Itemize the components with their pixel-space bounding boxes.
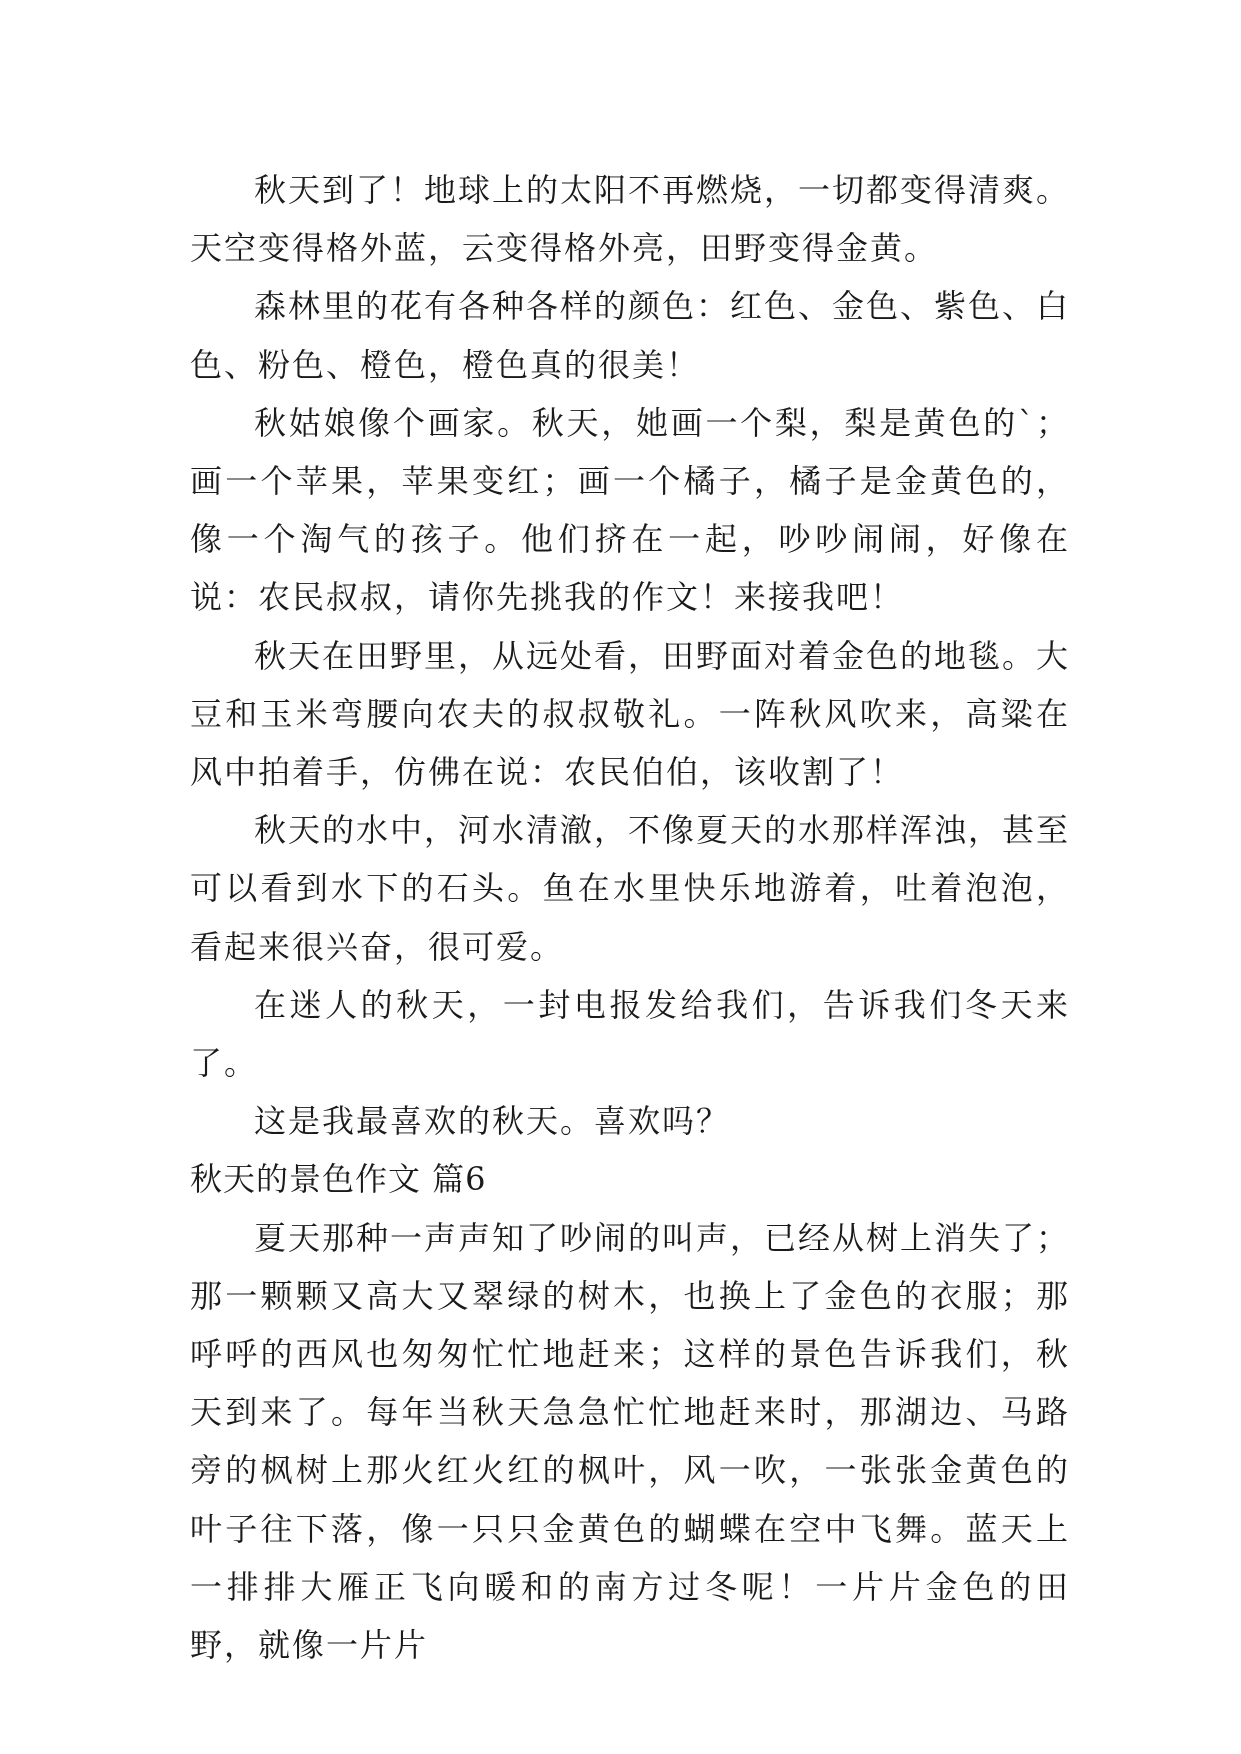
section-title: 秋天的景色作文 篇6 [190, 1160, 487, 1199]
paragraph-autumn-painter: 秋姑娘像个画家。秋天，她画一个梨，梨是黄色的`；画一个苹果，苹果变红；画一个橘子，橘子是金黄色的，像一个淘气的孩子。他们挤在一起，吵吵闹闹，好像在说：农民叔叔，请你先挑我的作文！来接我吧！ [190, 403, 1070, 617]
paragraph-autumn-fields: 秋天在田野里，从远处看，田野面对着金色的地毯。大豆和玉米弯腰向农夫的叔叔敬礼。一阵秋风吹来，高粱在风中拍着手，仿佛在说：农民伯伯，该收割了！ [190, 636, 1071, 792]
paragraph-telegram: 在迷人的秋天，一封电报发给我们，告诉我们冬天来了。 [190, 985, 1070, 1083]
paragraph-forest-flowers: 森林里的花有各种各样的颜色：红色、金色、紫色、白色、粉色、橙色，橙色真的很美！ [190, 287, 1071, 384]
document-body [190, 161, 1070, 1674]
paragraph-autumn-water: 秋天的水中，河水清澈，不像夏天的水那样浑浊，甚至可以看到水下的石头。鱼在水里快乐地游着，吐着泡泡，看起来很兴奋，很可爱。 [190, 811, 1071, 966]
paragraph-summer-gone: 夏天那种一声声知了吵闹的叫声，已经从树上消失了；那一颗颗又高大又翠绿的树木，也换上了金色的衣服；那呼呼的西风也匆匆忙忙地赶来；这样的景色告诉我们，秋天到来了。每年当秋天急急忙忙地赶来时，那湖边、马路旁的枫树上那火红火红的枫叶，风一吹，一张张金黄色的叶子往下落，像一只只金黄色的蝴蝶在空中飞舞。蓝天上一排排大雁正飞向暖和的南方过冬呢！一片片金色的田野，就像一片片 [190, 1218, 1071, 1665]
paragraph-favorite-autumn: 这是我最喜欢的秋天。喜欢吗？ [254, 1102, 731, 1141]
paragraph-autumn-arrives: 秋天到了！地球上的太阳不再燃烧，一切都变得清爽。天空变得格外蓝，云变得格外亮，田野变得金黄。 [190, 171, 1071, 268]
